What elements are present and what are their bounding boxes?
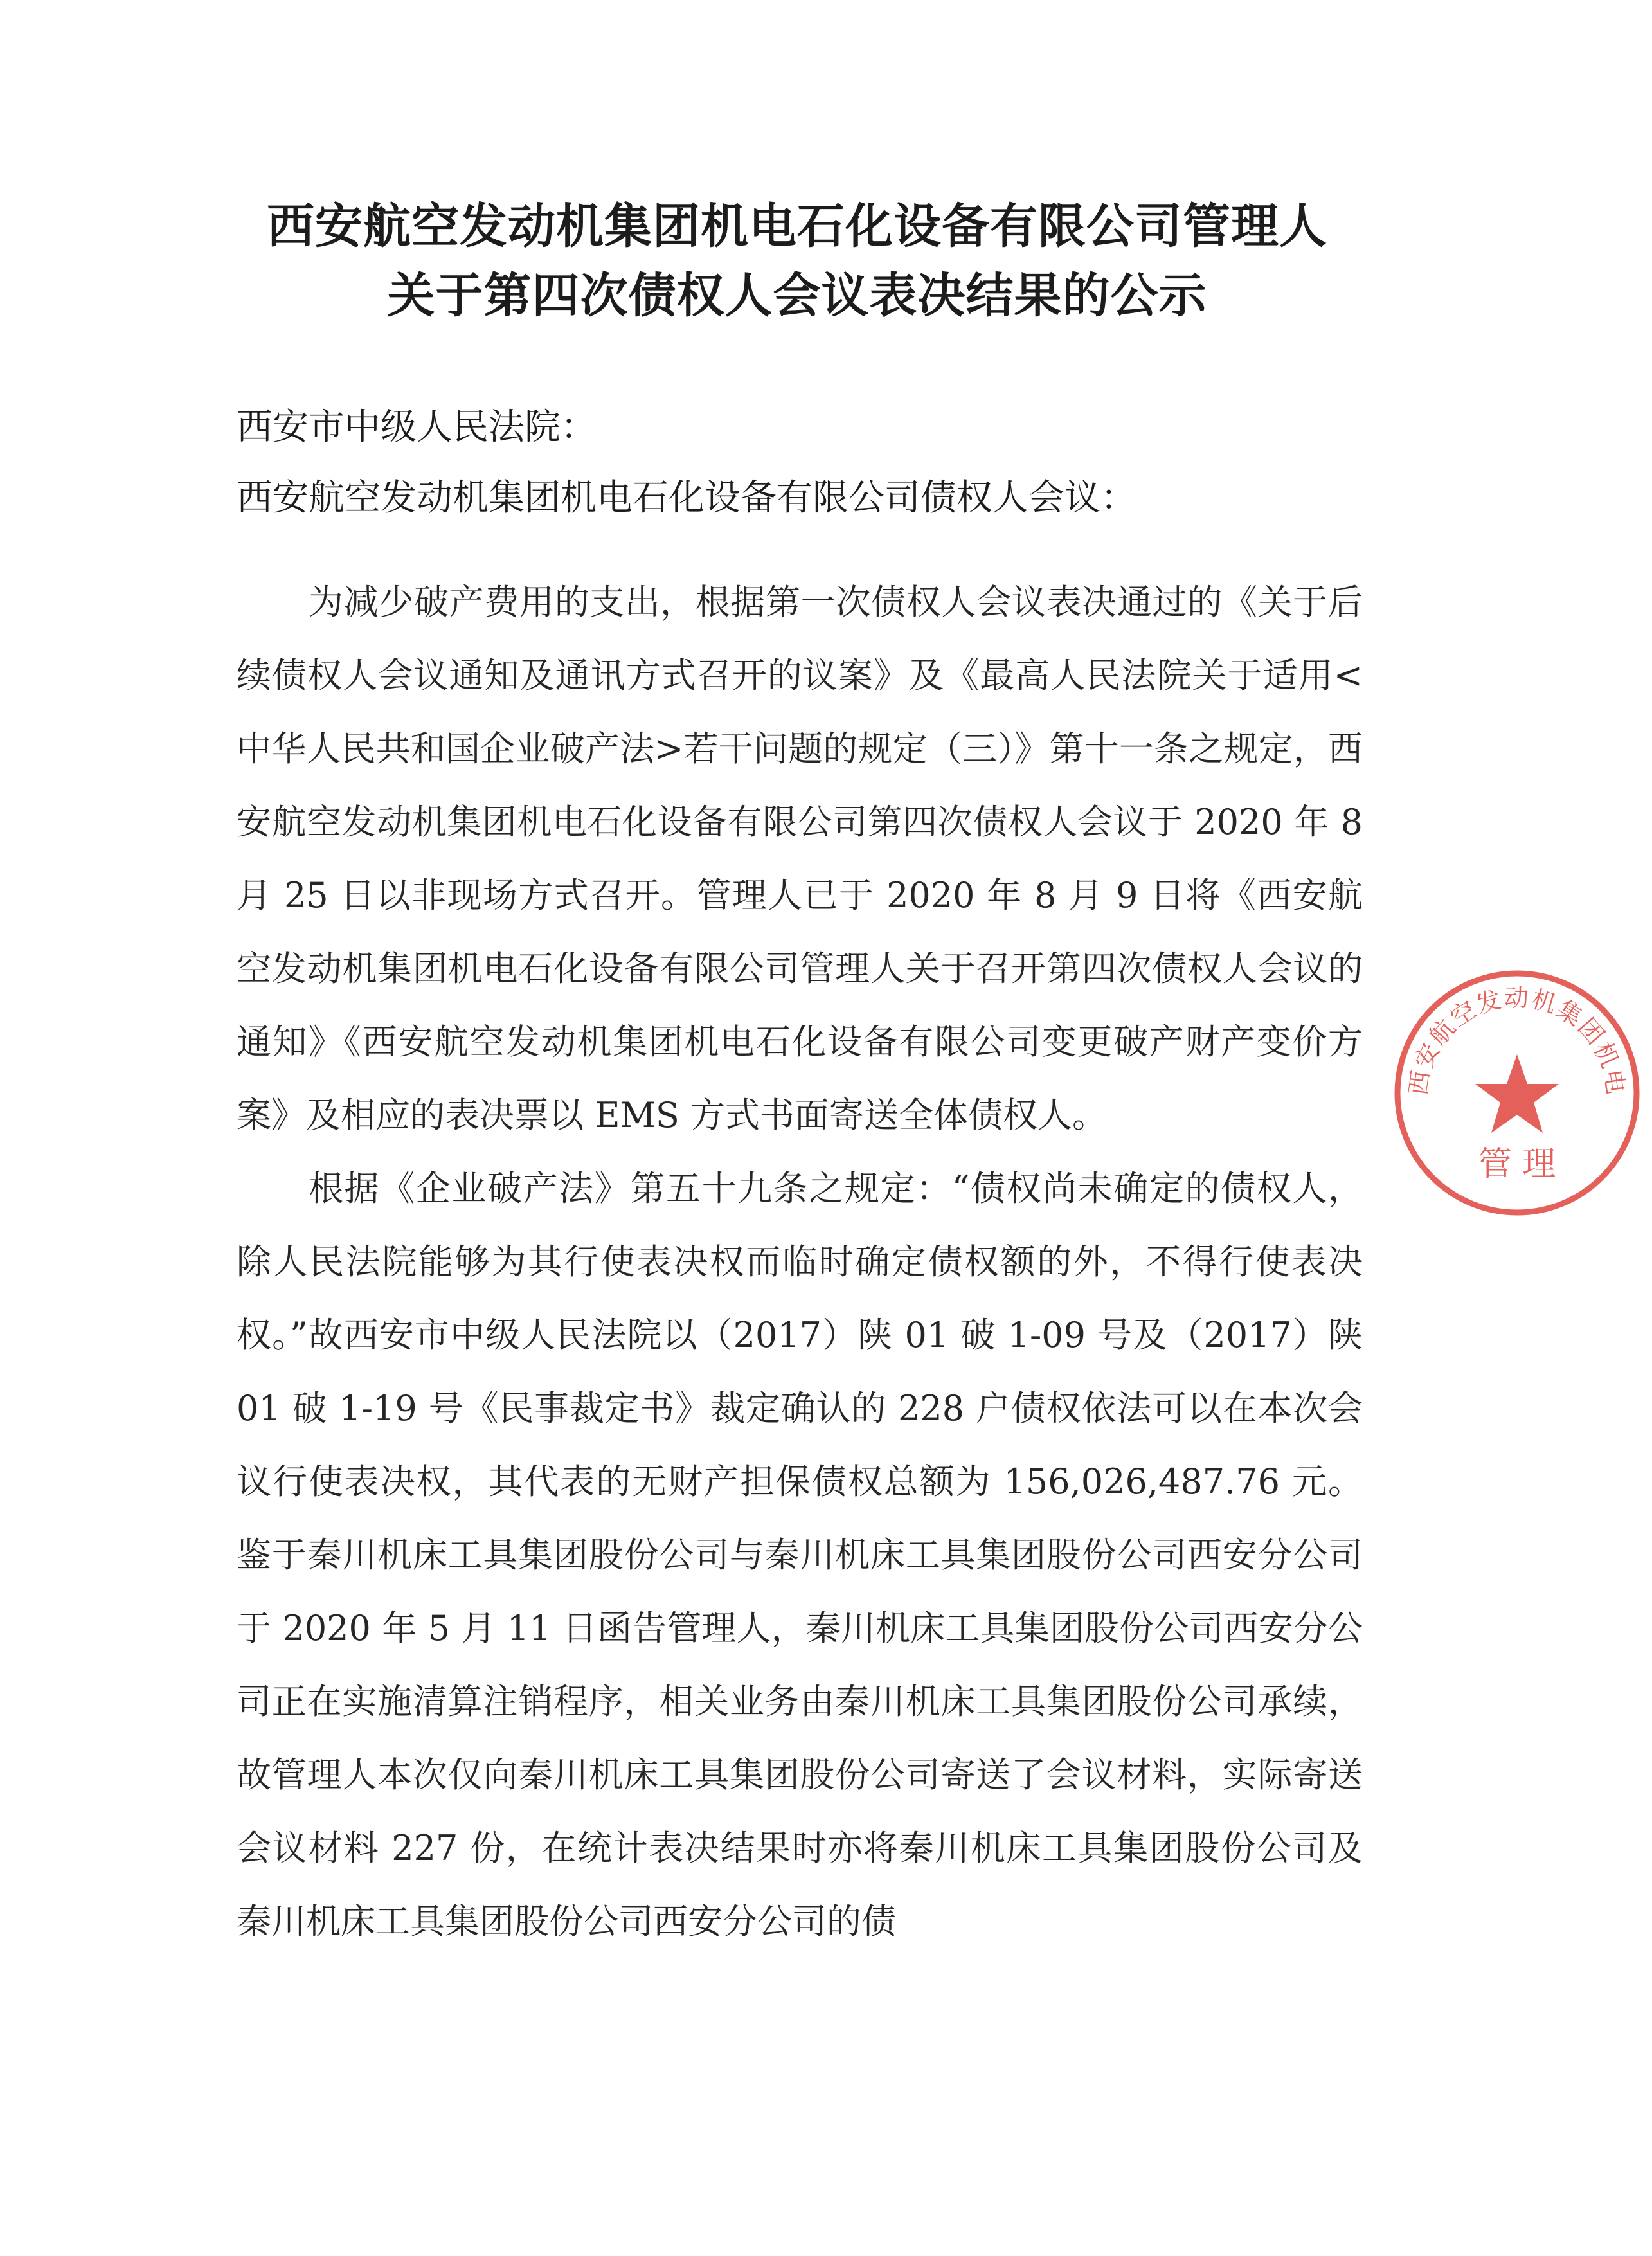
document-title: [193, 192, 1401, 330]
title-line-2: 关于第四次债权人会议表决结果的公示: [387, 268, 1207, 323]
paragraph-voting-rights: 根据《企业破产法》第五十九条之规定：“债权尚未确定的债权人，除人民法院能够为其行使表决权而临时确定债权额的外，不得行使表决权。”故西安市中级人民法院以（2017）陕 01 破 1-09 号及（2017）陕 01 破 1-19 号《民事裁定书》裁定确认的 228 户债权依法可以在本次会议行使表决权，其代表的无财产担保债权总额为 156,026,487.76 元。鉴于秦川机床工具集团股份公司与秦川机床工具集团股份公司西安分公司于 2020 年 5 月 11 日函告管理人，秦川机床工具集团股份公司西安分公司正在实施清算注销程序，相关业务由秦川机床工具集团股份公司承续，故管理人本次仅向秦川机床工具集团股份公司寄送了会议材料，实际寄送会议材料 227 份，在统计表决结果时亦将秦川机床工具集团股份公司及秦川机床工具集团股份公司西安分公司的债: [237, 1168, 1363, 1942]
seal-bottom-text: 管 理: [1478, 1145, 1556, 1184]
addressee-creditors-meeting: 西安航空发动机集团机电石化设备有限公司债权人会议：: [237, 477, 1136, 519]
title-line-1: 西安航空发动机集团机电石化设备有限公司管理人: [267, 199, 1327, 254]
addressee-court: 西安市中级人民法院：: [237, 406, 597, 448]
seal-arc-text: 西安航空发动机集团机电: [1403, 984, 1631, 1097]
document-body: [237, 566, 1363, 1958]
paragraph-meeting-notice: 为减少破产费用的支出，根据第一次债权人会议表决通过的《关于后续债权人会议通知及通讯方式召开的议案》及《最高人民法院关于适用<中华人民共和国企业破产法>若干问题的规定（三）》第十一条之规定，西安航空发动机集团机电石化设备有限公司第四次债权人会议于 2020 年 8 月 25 日以非现场方式召开。管理人已于 2020 年 8 月 9 日将《西安航空发动机集团机电石化设备有限公司管理人关于召开第四次债权人会议的通知》《西安航空发动机集团机电石化设备有限公司变更破产财产变价方案》及相应的表决票以 EMS 方式书面寄送全体债权人。: [237, 582, 1363, 1135]
red-star-seal-icon: [1382, 958, 1652, 1228]
addressee-block: [237, 392, 1368, 534]
